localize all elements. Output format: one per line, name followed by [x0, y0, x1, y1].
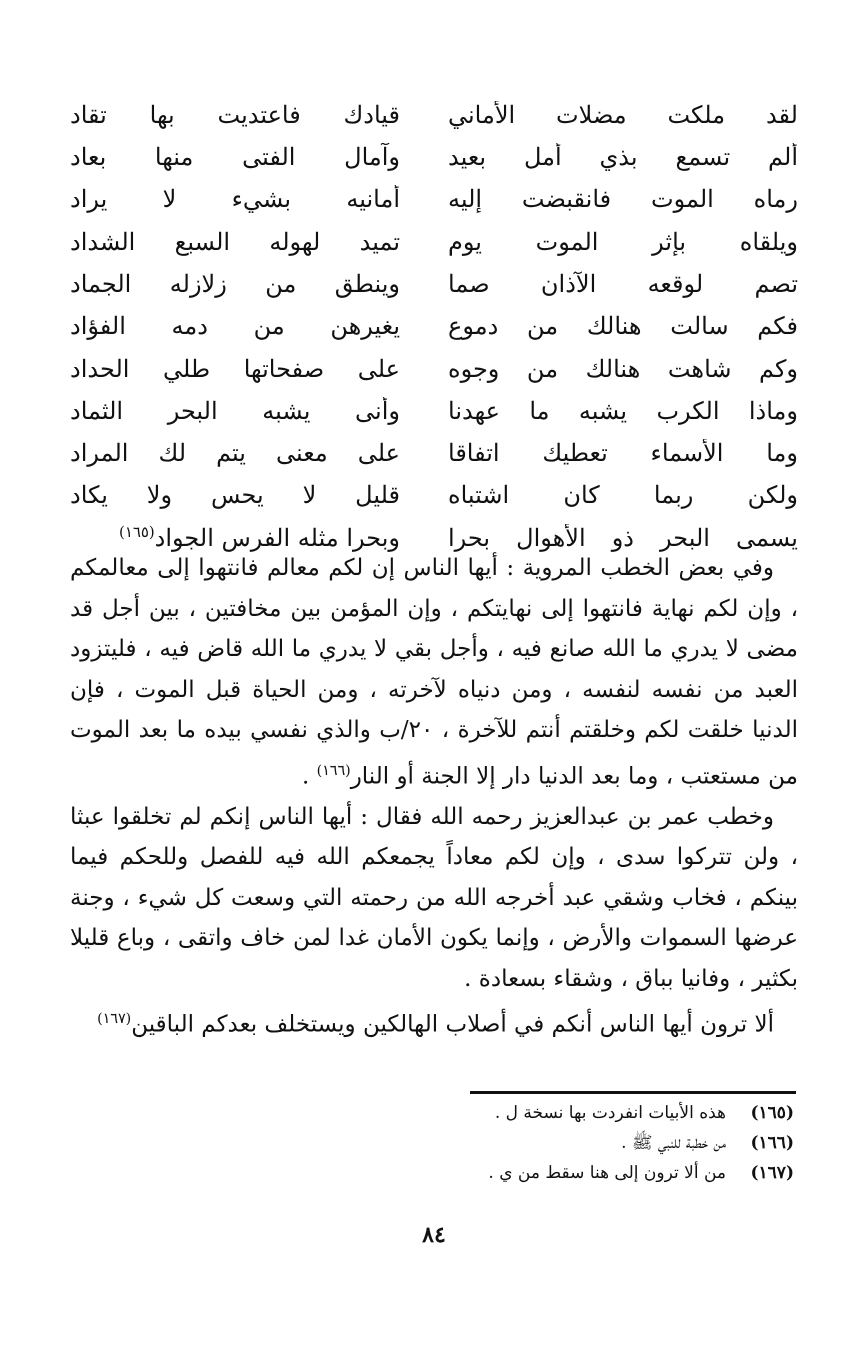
- poem-hemistich-left: يغيرهن من دمه الفؤاد: [70, 312, 400, 341]
- footnotes: [374, 1098, 794, 1188]
- poem-hemistich-left: وآمال الفتى منها بعاد: [70, 143, 400, 172]
- footnote-number: (١٦٥): [750, 1103, 794, 1123]
- footnote-divider: [470, 1091, 796, 1094]
- paragraph-text: ألا ترون أيها الناس أنكم في أصلاب الهالكين ويستخلف بعدكم الباقين: [131, 1011, 774, 1038]
- paragraph: [70, 797, 798, 1000]
- footnote-ref: (١٦٧): [97, 1011, 132, 1028]
- poem-couplet: [70, 475, 798, 517]
- poem-hemistich-left: على معنى يتم لك المراد: [70, 439, 400, 468]
- poem-hemistich-right: وما الأسماء تعطيك اتفاقا: [448, 439, 798, 468]
- poem-hemistich-left: أمانيه بشيء لا يراد: [70, 185, 400, 214]
- paragraph-tail: .: [301, 763, 317, 790]
- footnote-ref: (١٦٦): [316, 762, 351, 779]
- poem-couplet: [70, 305, 798, 347]
- poem-hemistich-right: يسمى البحر ذو الأهوال بحرا: [448, 523, 798, 552]
- paragraph: [70, 548, 798, 797]
- footnote: [374, 1158, 794, 1188]
- footnote-number: (١٦٧): [750, 1163, 794, 1183]
- footnote-text: من خطبة للنبي ﷺ .: [621, 1133, 726, 1153]
- poem-hemistich-right: ألم تسمع بذي أمل بعيد: [448, 143, 798, 172]
- poem-couplet: [70, 390, 798, 432]
- footnote-ref: (١٦٥): [119, 523, 155, 541]
- poem-hemistich-right: فكم سالت هنالك من دموع: [448, 312, 798, 341]
- poem-hemistich-left: على صفحاتها طلي الحداد: [70, 354, 400, 383]
- paragraph: [70, 999, 798, 1045]
- poem-hemistich-text: وبحرا مثله الفرس الجواد: [154, 523, 400, 552]
- poem-hemistich-right: وماذا الكرب يشبه ما عهدنا: [448, 396, 798, 425]
- poem-couplet: [70, 432, 798, 474]
- footnote-text: هذه الأبيات انفردت بها نسخة ل .: [494, 1103, 726, 1123]
- poem-hemistich-right: وكم شاهت هنالك من وجوه: [448, 354, 798, 383]
- footnote: [374, 1098, 794, 1128]
- page-number: ٨٤: [422, 1222, 446, 1248]
- poem-hemistich-left: قيادك فاعتديت بها تقاد: [70, 100, 400, 129]
- poem-hemistich-right: لقد ملكت مضلات الأماني: [448, 100, 798, 129]
- paragraph-text: وخطب عمر بن عبدالعزيز رحمه الله فقال : أيها الناس إنكم لم تخلقوا عبثا ، ولن تتركوا سدى ، وإن لكم معاداً يجمعكم الله فيه للفصل وللحكم فيما بينكم ، فخاب وشقي عبد أخرجه الله من رحمته التي وسعت كل شيء ، وجنة عرضها السموات والأرض ، وإنما يكون الأمان غدا لمن خاف واتقى ، وباع قليلا بكثير ، وفانيا بباق ، وشقاء بسعادة .: [70, 803, 798, 992]
- poem-hemistich-left: قليل لا يحس ولا يكاد: [70, 481, 400, 510]
- poem-hemistich-right: ويلقاه بإثر الموت يوم: [448, 227, 798, 256]
- poem-couplet: [70, 136, 798, 178]
- prose-body: [70, 548, 798, 1045]
- poem-hemistich-left: وأنى يشبه البحر الثماد: [70, 396, 400, 425]
- poem-hemistich-left: تميد لهوله السبع الشداد: [70, 227, 400, 256]
- poem: [70, 94, 798, 559]
- footnote-text: من ألا ترون إلى هنا سقط من ي .: [488, 1163, 726, 1183]
- poem-hemistich-right: ولكن ربما كان اشتباه: [448, 481, 798, 510]
- poem-couplet: [70, 263, 798, 305]
- poem-couplet: [70, 94, 798, 136]
- poem-hemistich-right: تصم لوقعه الآذان صما: [448, 269, 798, 298]
- poem-hemistich-right: رماه الموت فانقبضت إليه: [448, 185, 798, 214]
- paragraph-text: وفي بعض الخطب المروية : أيها الناس إن لكم معالم فانتهوا إلى معالمكم ، وإن لكم نهاية فانتهوا إلى نهايتكم ، وإن المؤمن بين مخافتين ، بين أجل قد مضى لا يدري ما الله صانع فيه ، وأجل بقي لا يدري ما الله قاض فيه ، فليتزود العبد من نفسه لنفسه ، ومن دنياه لآخرته ، ومن الحياة قبل الموت ، فإن الدنيا خلقت لكم وخلقتم أنتم للآخرة ، ٢٠/ب والذي نفسي بيده ما بعد الموت من مستعتب ، وما بعد الدنيا دار إلا الجنة أو النار: [70, 555, 799, 790]
- poem-couplet: [70, 348, 798, 390]
- footnote-number: (١٦٦): [750, 1133, 794, 1153]
- poem-couplet: [70, 221, 798, 263]
- footnote: [374, 1128, 794, 1158]
- poem-hemistich-left: وينطق من زلازله الجماد: [70, 269, 400, 298]
- poem-couplet: [70, 179, 798, 221]
